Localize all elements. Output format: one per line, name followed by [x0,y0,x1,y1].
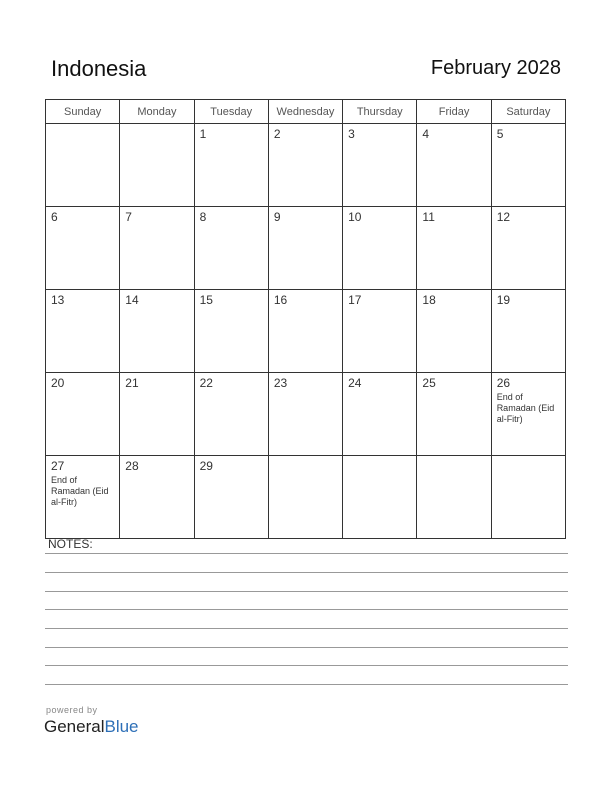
day-number: 24 [348,376,362,390]
day-number: 12 [496,210,511,224]
calendar-day-cell[interactable] [194,207,268,290]
calendar-day-cell[interactable] [268,124,342,207]
day-number: 25 [422,376,436,390]
logo-general-text: General [44,717,105,736]
calendar-day-cell[interactable] [120,290,194,373]
weekday-monday: Monday [120,100,194,124]
calendar-day-cell[interactable] [194,124,268,207]
day-number: 14 [125,293,139,307]
calendar-day-cell[interactable] [491,207,565,290]
day-number: 9 [273,210,281,224]
day-number: 3 [348,127,355,141]
day-number: 7 [125,210,132,224]
day-number: 28 [125,459,139,473]
day-number: 1 [199,127,207,141]
day-number: 21 [125,376,139,390]
note-line [45,665,568,666]
calendar-day-cell[interactable] [417,373,491,456]
day-number: 13 [51,293,65,307]
calendar-day-cell[interactable] [194,456,268,539]
calendar-day-cell[interactable] [120,373,194,456]
note-line [45,572,568,573]
calendar-week-row [46,124,566,207]
day-number: 16 [273,293,288,307]
note-line [45,684,568,685]
calendar-day-cell[interactable] [417,456,491,539]
note-line [45,628,568,629]
calendar-day-cell[interactable] [343,124,417,207]
day-number: 23 [273,376,288,390]
holiday-event-label: End of Ramadan (Eid al-Fitr) [51,475,109,507]
calendar-day-cell[interactable] [417,290,491,373]
calendar-day-cell[interactable] [491,124,565,207]
calendar-day-cell[interactable] [343,456,417,539]
day-number: 18 [422,293,436,307]
weekday-sunday: Sunday [46,100,120,124]
generalblue-logo[interactable] [44,717,139,737]
weekday-thursday: Thursday [343,100,417,124]
day-number: 27 [51,459,65,473]
calendar-day-cell[interactable] [343,290,417,373]
calendar-day-cell[interactable] [491,290,565,373]
calendar-body [46,124,566,539]
day-number: 26 [496,376,511,390]
calendar-day-cell[interactable] [268,207,342,290]
day-number: 29 [199,459,213,473]
weekday-tuesday: Tuesday [194,100,268,124]
calendar-day-cell[interactable] [120,124,194,207]
day-number: 8 [199,210,207,224]
day-number: 2 [273,127,281,141]
calendar-day-cell[interactable] [46,207,120,290]
calendar-day-cell[interactable] [120,207,194,290]
weekday-header-row [46,100,566,124]
holiday-event-label: End of Ramadan (Eid al-Fitr) [496,392,555,424]
calendar-day-cell[interactable] [343,373,417,456]
day-number: 10 [348,210,362,224]
day-number: 17 [348,293,362,307]
calendar-day-cell[interactable] [194,373,268,456]
note-line [45,591,568,592]
calendar-day-cell[interactable] [491,456,565,539]
day-number: 15 [199,293,213,307]
note-line [45,553,568,554]
weekday-wednesday: Wednesday [268,100,342,124]
calendar-day-cell[interactable] [120,456,194,539]
day-number: 20 [51,376,65,390]
calendar-day-cell[interactable] [268,456,342,539]
calendar-country-title: Indonesia [51,56,147,81]
day-number: 4 [422,127,430,141]
calendar-week-row [46,290,566,373]
calendar-day-cell[interactable] [268,290,342,373]
day-number: 22 [199,376,213,390]
calendar-day-cell[interactable] [46,124,120,207]
calendar-month-title: February 2028 [430,57,561,79]
calendar-day-cell[interactable] [417,207,491,290]
calendar-week-row [46,373,566,456]
logo-blue-text: Blue [104,717,139,736]
weekday-saturday: Saturday [491,100,565,124]
powered-by-text: powered by [46,705,98,715]
calendar-day-cell[interactable] [268,373,342,456]
calendar-day-cell[interactable] [491,373,565,456]
day-number: 19 [496,293,511,307]
calendar-week-row [46,207,566,290]
calendar-week-row [46,456,566,539]
notes-label: NOTES: [48,537,93,551]
day-number: 5 [496,127,504,141]
note-line [45,647,568,648]
calendar-grid [45,99,566,539]
calendar-day-cell[interactable] [194,290,268,373]
note-line [45,609,568,610]
calendar-day-cell[interactable] [46,373,120,456]
calendar-day-cell[interactable] [46,456,120,539]
calendar-day-cell[interactable] [343,207,417,290]
day-number: 6 [51,210,58,224]
day-number: 11 [422,210,435,224]
calendar-day-cell[interactable] [46,290,120,373]
calendar-day-cell[interactable] [417,124,491,207]
weekday-friday: Friday [417,100,491,124]
